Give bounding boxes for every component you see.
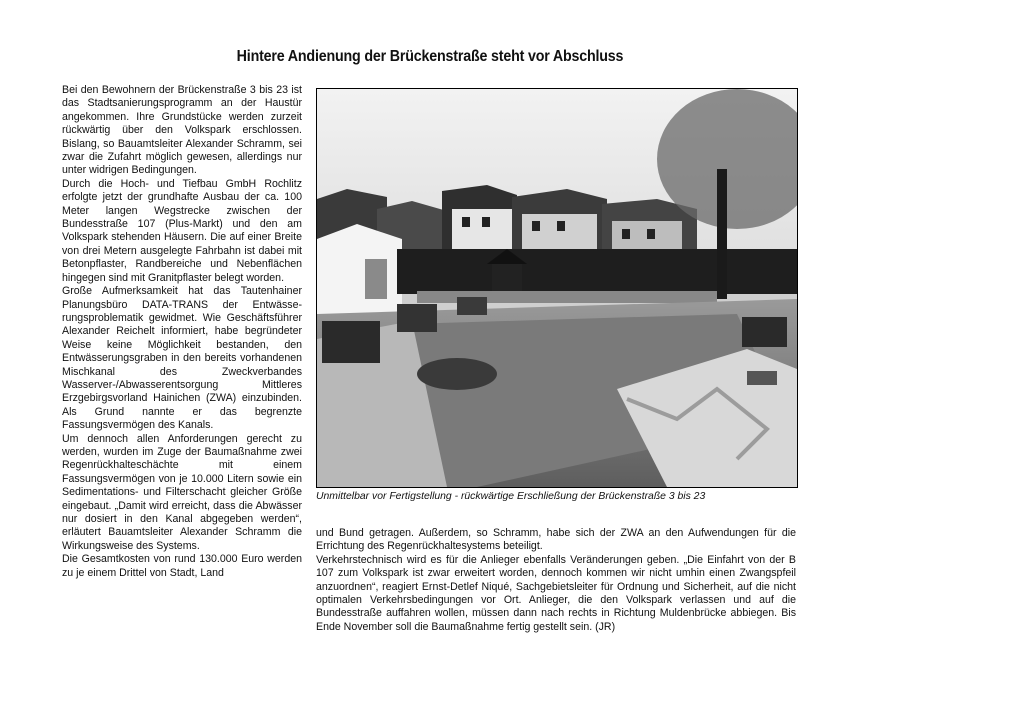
paragraph: und Bund getragen. Außerdem, so Schramm, habe sich der ZWA an den Aufwendungen für die Errichtung des Regenrückhaltesystems beteiligt.	[316, 527, 796, 553]
article-photo	[316, 88, 798, 488]
paragraph: Durch die Hoch- und Tiefbau GmbH Rochlitz erfolgte jetzt der grundhafte Ausbau der ca. 100 Meter langen Wegstrecke zwischen der Bundesstraße 107 (Plus-Markt) und den am Volkspark stehenden Häusern. Die auf einer Breite von drei Metern ausgelegte Fahrbahn ist dabei mit Betonpflaster, Randbereiche und Nebenflächen hingegen sind mit Granitpflaster belegt worden.	[62, 177, 302, 284]
article-bottom-column	[316, 527, 796, 634]
paragraph: Bei den Bewohnern der Brückenstraße 3 bis 23 ist das Stadtsanierungsprogramm an der Haustür angekommen. Ihre Grundstücke werden zurzeit rückwärtig über den Volkspark erschlossen. Bislang, so Bauamtsleiter Alexander Schramm, sei zwar die Zufahrt möglich gewesen, allerdings nur unter widrigen Bedingungen.	[62, 84, 302, 177]
article-headline: Hintere Andienung der Brückenstraße steht vor Abschluss	[236, 48, 624, 65]
photo-caption: Unmittelbar vor Fertigstellung - rückwärtige Erschließung der Brückenstraße 3 bis 23	[316, 491, 706, 502]
paragraph: Große Aufmerksamkeit hat das Tautenhainer Planungsbüro DATA-TRANS der Entwässerungsproblematik gewidmet. Wie Geschäftsführer Alexander Reichelt informiert, habe begründeter Weise keine Möglichkeit bestanden, den Entwässerungsgraben in den bereits vorhandenen Mischkanal des Zweckverbandes Wasserver-/Abwasserentsorgung Mittleres Erzgebirgsvorland Hainichen (ZWA) einzubinden. Als Grund nannte er das begrenzte Fassungsvermögen des Kanals.	[62, 285, 302, 432]
article-left-column	[62, 84, 302, 580]
paragraph: Verkehrstechnisch wird es für die Anlieger ebenfalls Veränderungen geben. „Die Einfahrt von der B 107 zum Volkspark ist zwar erweitert worden, dennoch kommen wir nicht umhin einen Zwangspfeil anzuordnen“, reagiert Ernst-Detlef Niqué, Sachgebietsleiter für Ordnung und Sicherheit, auf die nicht optimalen Verkehrsbedingungen vor Ort. Anlieger, die den Volkspark verlassen und auf die Bundesstraße auffahren wollen, müssen dann nach rechts in Richtung Muldenbrücke abbiegen. Bis Ende November soll die Baumaßnahme fertig gestellt sein. (JR)	[316, 553, 796, 633]
construction-site-photo	[317, 89, 797, 487]
paragraph: Die Gesamtkosten von rund 130.000 Euro werden zu je einem Drittel von Stadt, Land	[62, 553, 302, 579]
paragraph: Um dennoch allen Anforderungen gerecht zu werden, wurden im Zuge der Baumaßnahme zwei Regenrückhalteschächte mit einem Fassungsvermögen von je 10.000 Litern sowie ein Sedimentations- und Filterschacht gleicher Größe eingebaut. „Damit wird erreicht, dass die Abwässer nur dosiert in den Kanal abgegeben werden“, erläutert Bauamtsleiter Alexander Schramm die Wirkungsweise des Systems.	[62, 432, 302, 552]
